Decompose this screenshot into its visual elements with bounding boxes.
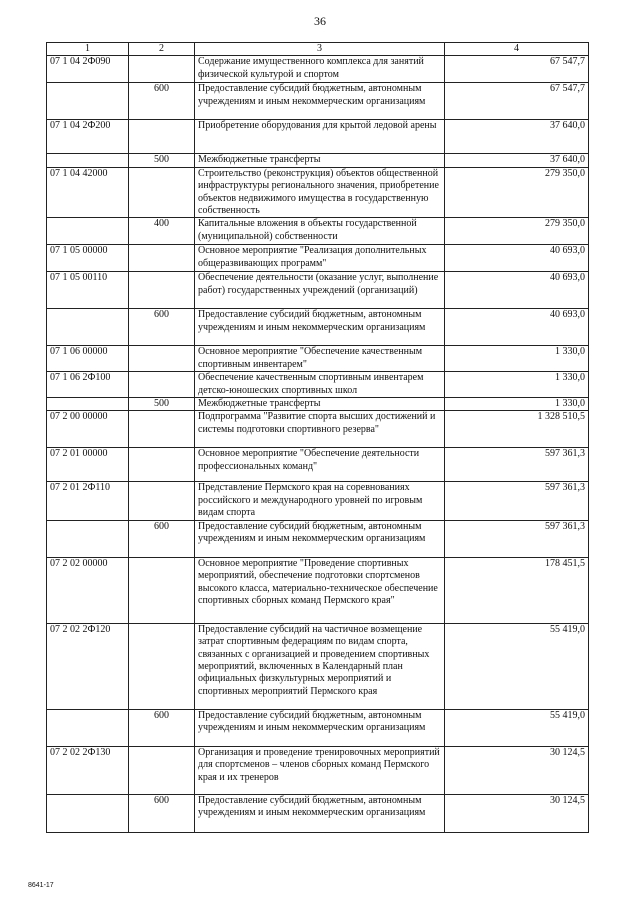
item-name: Предоставление субсидий бюджетным, автономным учреждениям и иным некоммерческим организациям — [195, 83, 445, 120]
amount: 597 361,3 — [445, 448, 589, 482]
amount: 40 693,0 — [445, 245, 589, 272]
item-name: Предоставление субсидий бюджетным, автономным учреждениям и иным некоммерческим организациям — [195, 794, 445, 832]
expense-type: 600 — [129, 794, 195, 832]
budget-code — [47, 154, 129, 167]
item-name: Содержание имущественного комплекса для занятий физической культурой и спортом — [195, 56, 445, 83]
item-name: Строительство (реконструкция) объектов общественной инфраструктуры регионального значения, приобретение объектов недвижимого имущества в государственную собственность — [195, 167, 445, 218]
amount: 40 693,0 — [445, 272, 589, 309]
table-row — [47, 154, 589, 167]
column-header-name: 3 — [195, 43, 445, 56]
item-name: Подпрограмма "Развитие спорта высших достижений и системы подготовки спортивного резерва" — [195, 411, 445, 448]
item-name: Обеспечение деятельности (оказание услуг, выполнение работ) государственных учреждений (организаций) — [195, 272, 445, 309]
expense-type: 600 — [129, 83, 195, 120]
budget-code — [47, 83, 129, 120]
expense-type — [129, 448, 195, 482]
budget-code: 07 2 02 2Ф120 — [47, 623, 129, 709]
amount: 40 693,0 — [445, 309, 589, 346]
amount: 37 640,0 — [445, 154, 589, 167]
column-header-type: 2 — [129, 43, 195, 56]
table-row — [47, 167, 589, 218]
table-row — [47, 372, 589, 398]
item-name: Приобретение оборудования для крытой ледовой арены — [195, 120, 445, 154]
budget-code — [47, 218, 129, 245]
amount: 55 419,0 — [445, 623, 589, 709]
budget-rows — [47, 56, 589, 832]
amount: 1 330,0 — [445, 398, 589, 411]
page-number: 36 — [314, 14, 326, 28]
budget-table — [46, 42, 589, 833]
amount: 1 330,0 — [445, 372, 589, 398]
budget-code: 07 1 06 2Ф100 — [47, 372, 129, 398]
budget-code: 07 2 01 2Ф110 — [47, 482, 129, 520]
amount: 37 640,0 — [445, 120, 589, 154]
table-row — [47, 520, 589, 557]
expense-type — [129, 482, 195, 520]
amount: 1 328 510,5 — [445, 411, 589, 448]
budget-code — [47, 520, 129, 557]
budget-code — [47, 794, 129, 832]
table-row — [47, 120, 589, 154]
expense-type: 500 — [129, 398, 195, 411]
budget-code — [47, 709, 129, 746]
column-header-amount: 4 — [445, 43, 589, 56]
item-name: Предоставление субсидий бюджетным, автономным учреждениям и иным некоммерческим организациям — [195, 309, 445, 346]
budget-code: 07 1 04 42000 — [47, 167, 129, 218]
item-name: Предоставление субсидий на частичное возмещение затрат спортивным федерациям по видам спорта, связанных с организацией и проведением спортивных мероприятий, включенных в Календарный план официальных физкультурных мероприятий и спортивных мероприятий Пермского края — [195, 623, 445, 709]
table-row — [47, 557, 589, 623]
budget-code: 07 2 00 00000 — [47, 411, 129, 448]
item-name: Представление Пермского края на соревнованиях российского и международного уровней по игровым видам спорта — [195, 482, 445, 520]
budget-code: 07 1 05 00000 — [47, 245, 129, 272]
item-name: Основное мероприятие "Проведение спортивных мероприятий, обеспечение подготовки спортсменов высокого класса, материально-техническое обеспечение спортивных сборных команд Пермского края" — [195, 557, 445, 623]
amount: 67 547,7 — [445, 83, 589, 120]
table-row — [47, 448, 589, 482]
expense-type — [129, 557, 195, 623]
item-name: Основное мероприятие "Обеспечение деятельности профессиональных команд" — [195, 448, 445, 482]
expense-type — [129, 746, 195, 794]
column-number-row — [47, 43, 589, 56]
budget-code — [47, 309, 129, 346]
expense-type — [129, 411, 195, 448]
budget-code: 07 2 01 00000 — [47, 448, 129, 482]
table-row — [47, 56, 589, 83]
item-name: Обеспечение качественным спортивным инвентарем детско-юношеских спортивных школ — [195, 372, 445, 398]
expense-type: 600 — [129, 709, 195, 746]
expense-type — [129, 167, 195, 218]
table-row — [47, 794, 589, 832]
table-row — [47, 272, 589, 309]
expense-type: 400 — [129, 218, 195, 245]
expense-type: 600 — [129, 520, 195, 557]
table-row — [47, 623, 589, 709]
item-name: Межбюджетные трансферты — [195, 154, 445, 167]
budget-code: 07 1 04 2Ф200 — [47, 120, 129, 154]
expense-type — [129, 372, 195, 398]
item-name: Основное мероприятие "Реализация дополнительных общеразвивающих программ" — [195, 245, 445, 272]
item-name: Межбюджетные трансферты — [195, 398, 445, 411]
amount: 178 451,5 — [445, 557, 589, 623]
amount: 30 124,5 — [445, 746, 589, 794]
expense-type — [129, 245, 195, 272]
table-row — [47, 245, 589, 272]
budget-code — [47, 398, 129, 411]
budget-code: 07 1 04 2Ф090 — [47, 56, 129, 83]
amount: 30 124,5 — [445, 794, 589, 832]
table-row — [47, 746, 589, 794]
budget-code: 07 2 02 2Ф130 — [47, 746, 129, 794]
item-name: Предоставление субсидий бюджетным, автономным учреждениям и иным некоммерческим организациям — [195, 520, 445, 557]
amount: 279 350,0 — [445, 167, 589, 218]
expense-type — [129, 120, 195, 154]
amount: 67 547,7 — [445, 56, 589, 83]
budget-code: 07 1 05 00110 — [47, 272, 129, 309]
table-row — [47, 83, 589, 120]
amount: 1 330,0 — [445, 346, 589, 372]
table-row — [47, 411, 589, 448]
expense-type: 500 — [129, 154, 195, 167]
amount: 597 361,3 — [445, 482, 589, 520]
table-row — [47, 709, 589, 746]
table-row — [47, 482, 589, 520]
item-name: Организация и проведение тренировочных мероприятий для спортсменов – членов сборных команд Пермского края и их тренеров — [195, 746, 445, 794]
table-row — [47, 218, 589, 245]
footer-code: 8641-17 — [28, 882, 54, 889]
amount: 597 361,3 — [445, 520, 589, 557]
expense-type — [129, 623, 195, 709]
item-name: Предоставление субсидий бюджетным, автономным учреждениям и иным некоммерческим организациям — [195, 709, 445, 746]
item-name: Основное мероприятие "Обеспечение качественным спортивным инвентарем" — [195, 346, 445, 372]
table-row — [47, 346, 589, 372]
column-header-code: 1 — [47, 43, 129, 56]
table-row — [47, 309, 589, 346]
expense-type — [129, 272, 195, 309]
expense-type: 600 — [129, 309, 195, 346]
budget-code: 07 2 02 00000 — [47, 557, 129, 623]
table-row — [47, 398, 589, 411]
item-name: Капитальные вложения в объекты государственной (муниципальной) собственности — [195, 218, 445, 245]
expense-type — [129, 346, 195, 372]
budget-code: 07 1 06 00000 — [47, 346, 129, 372]
amount: 279 350,0 — [445, 218, 589, 245]
amount: 55 419,0 — [445, 709, 589, 746]
expense-type — [129, 56, 195, 83]
